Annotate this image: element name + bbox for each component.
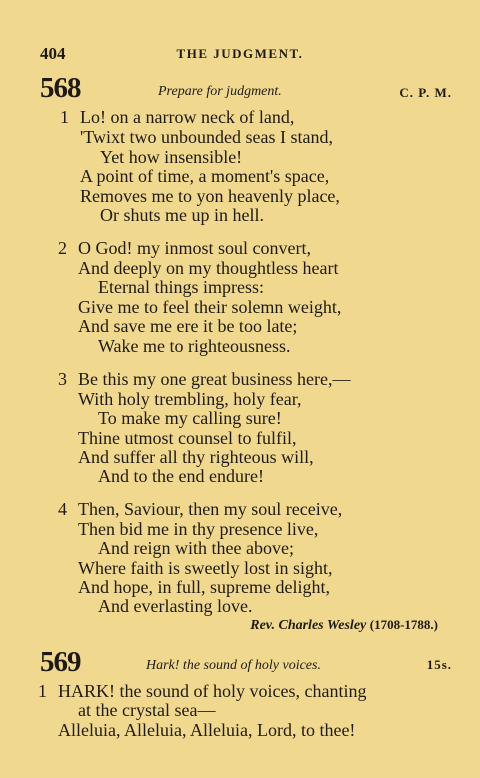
verse-line: Be this my one great business here,— — [78, 369, 351, 389]
verse-number: 1 — [38, 681, 47, 701]
verse-line: Wake me to righteousness. — [98, 336, 291, 356]
verse-line: And to the end endure! — [98, 466, 264, 486]
hymn-number: 568 — [40, 72, 81, 104]
verse-line: Or shuts me up in hell. — [100, 205, 264, 225]
verse-line: Eternal things impress: — [98, 277, 264, 297]
verse-line: And hope, in full, supreme delight, — [78, 577, 330, 597]
verse-line: Where faith is sweetly lost in sight, — [78, 558, 333, 578]
verse-line: And everlasting love. — [98, 596, 253, 616]
verse-line: And reign with thee above; — [98, 538, 294, 558]
verse-line: at the crystal sea— — [78, 700, 216, 720]
hymn-attribution — [250, 617, 438, 634]
verse-line: And save me ere it be too late; — [78, 316, 298, 336]
verse-line: A point of time, a moment's space, — [80, 166, 330, 186]
verse-line: Thine utmost counsel to fulfil, — [78, 428, 297, 448]
verse-number: 2 — [58, 238, 67, 258]
hymn-meter: 15s. — [426, 657, 452, 672]
verse-number: 3 — [58, 369, 67, 389]
verse-number: 4 — [58, 499, 67, 519]
verse-line: Removes me to yon heavenly place, — [80, 186, 340, 206]
verse-line: 'Twixt two unbounded seas I stand, — [80, 127, 333, 147]
verse-number: 1 — [60, 107, 69, 127]
verse-line: Then, Saviour, then my soul receive, — [78, 499, 343, 519]
verse-line: To make my calling sure! — [98, 408, 282, 428]
hymn-meter: C. P. M. — [399, 85, 452, 100]
running-title: THE JUDGMENT. — [176, 46, 304, 61]
verse-line: HARK! the sound of holy voices, chanting — [58, 681, 367, 701]
verse-line: O God! my inmost soul convert, — [78, 238, 311, 258]
verse-line: Lo! on a narrow neck of land, — [80, 107, 295, 127]
verse-line: And deeply on my thoughtless heart — [78, 258, 339, 278]
verse-line: Then bid me in thy presence live, — [78, 519, 319, 539]
verse-line: Give me to feel their solemn weight, — [78, 297, 342, 317]
verse-line: Alleluia, Alleluia, Alleluia, Lord, to thee! — [58, 720, 356, 740]
hymn-569-heading — [40, 646, 452, 682]
author-name: Rev. Charles Wesley — [250, 618, 367, 633]
hymn-title: Prepare for judgment. — [158, 84, 282, 99]
verse-line: With holy trembling, holy fear, — [78, 389, 302, 409]
hymn-568-heading — [40, 72, 452, 108]
hymn-title: Hark! the sound of holy voices. — [146, 658, 321, 673]
author-dates: (1708-1788.) — [369, 617, 438, 632]
hymn-number: 569 — [40, 646, 81, 678]
verse-line: And suffer all thy righteous will, — [78, 447, 314, 467]
page-header — [40, 44, 440, 66]
page-number: 404 — [40, 44, 66, 63]
verse-line: Yet how insensible! — [100, 147, 243, 167]
